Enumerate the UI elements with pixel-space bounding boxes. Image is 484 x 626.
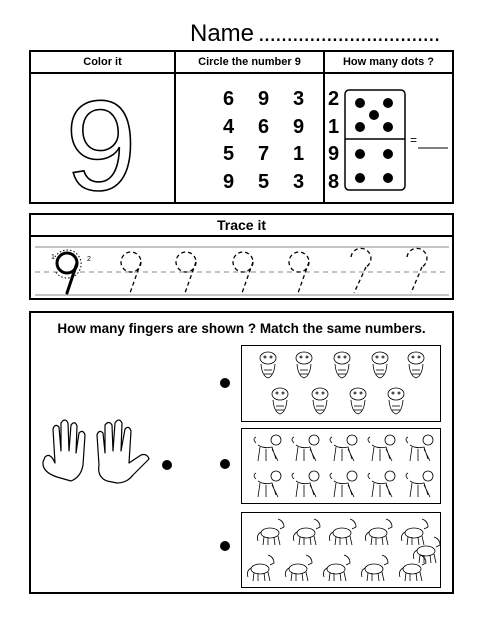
dog-icon (330, 471, 357, 497)
grid-number[interactable]: 1 (292, 143, 305, 166)
horse-icon (399, 555, 426, 581)
circle-title: Circle the number 9 (176, 52, 323, 74)
horse-icon (293, 519, 320, 545)
domino-dot (355, 173, 365, 183)
grid-number[interactable]: 7 (257, 143, 270, 166)
dog-icon (368, 435, 395, 461)
grid-number[interactable]: 9 (327, 143, 340, 166)
tiger-icon (334, 352, 350, 378)
dog-icon (330, 435, 357, 461)
horse-icon (329, 519, 356, 545)
number-grid (211, 86, 351, 196)
dog-group (242, 429, 440, 503)
dog-icon (406, 435, 433, 461)
grid-number[interactable]: 5 (222, 143, 235, 166)
row-match-dot[interactable] (220, 459, 230, 469)
grid-number[interactable]: 9 (257, 88, 270, 111)
dog-icon (254, 471, 281, 497)
dog-icon (406, 471, 433, 497)
grid-number[interactable]: 2 (327, 88, 340, 111)
horse-icon (413, 537, 440, 563)
grid-number[interactable]: 6 (222, 88, 235, 111)
horse-icon (323, 555, 350, 581)
horse-icon (257, 519, 284, 545)
stroke-order-mark: 2 (87, 256, 91, 263)
dog-icon (368, 471, 395, 497)
tiger-icon (350, 388, 366, 414)
dog-icon (254, 435, 281, 461)
grid-number[interactable]: 3 (292, 88, 305, 111)
tiger-icon (408, 352, 424, 378)
dog-icon (292, 471, 319, 497)
top-activities-panel (29, 50, 454, 204)
horse-group (242, 513, 440, 587)
domino-dot (383, 98, 393, 108)
grid-number[interactable]: 3 (292, 170, 305, 193)
horse-icon (365, 519, 392, 545)
trace-lines[interactable] (31, 237, 452, 298)
horse-icon (401, 519, 428, 545)
tiger-icon (388, 388, 404, 414)
grid-number[interactable]: 6 (257, 115, 270, 138)
horse-icon (285, 555, 312, 581)
grid-number[interactable]: 4 (222, 115, 235, 138)
grid-number[interactable]: 5 (257, 170, 270, 193)
hands-icon (37, 417, 177, 487)
row-match-dot[interactable] (220, 541, 230, 551)
dashed-nine (407, 248, 427, 293)
horse-icon (361, 555, 388, 581)
domino-body (345, 90, 405, 190)
domino-dot (355, 122, 365, 132)
domino-dot (383, 149, 393, 159)
stroke-order-mark: 1 (51, 254, 55, 261)
domino-dot (355, 98, 365, 108)
dashed-nine (351, 248, 371, 293)
domino-dot (355, 149, 365, 159)
animal-box-horses (241, 512, 441, 588)
tiger-icon (260, 352, 276, 378)
hands-match-dot[interactable] (162, 460, 172, 470)
horse-icon (247, 555, 274, 581)
name-input-line[interactable]: ................................ (258, 20, 440, 47)
color-it-title: Color it (31, 52, 174, 74)
name-line (0, 18, 484, 48)
tiger-group (242, 346, 440, 421)
domino-dot (383, 173, 393, 183)
divider (174, 52, 176, 202)
fingers-question: How many fingers are shown ? Match the same numbers. (57, 321, 426, 336)
tiger-icon (372, 352, 388, 378)
right-hand (97, 420, 149, 483)
example-nine (57, 253, 77, 293)
fingers-match-panel (29, 311, 454, 594)
trace-panel (29, 213, 454, 300)
grid-number[interactable]: 9 (292, 115, 305, 138)
left-hand (43, 420, 85, 481)
animal-box-dogs (241, 428, 441, 504)
name-label: Name (190, 20, 255, 47)
dog-icon (292, 435, 319, 461)
dots-title: How many dots ? (325, 52, 452, 74)
tiger-icon (272, 388, 288, 414)
animal-box-tigers (241, 345, 441, 422)
domino-dot (369, 110, 379, 120)
grid-number[interactable]: 9 (222, 170, 235, 193)
tiger-icon (296, 352, 312, 378)
domino-icon (343, 88, 448, 192)
domino-dot (383, 122, 393, 132)
outlined-nine-digit[interactable] (51, 78, 151, 198)
grid-number[interactable]: 8 (327, 170, 340, 193)
row-match-dot[interactable] (220, 378, 230, 388)
grid-number[interactable]: 1 (327, 115, 340, 138)
trace-title: Trace it (31, 215, 452, 237)
equals-sign: = (410, 133, 418, 147)
tiger-icon (312, 388, 328, 414)
big-nine-text: 9 (65, 78, 137, 198)
